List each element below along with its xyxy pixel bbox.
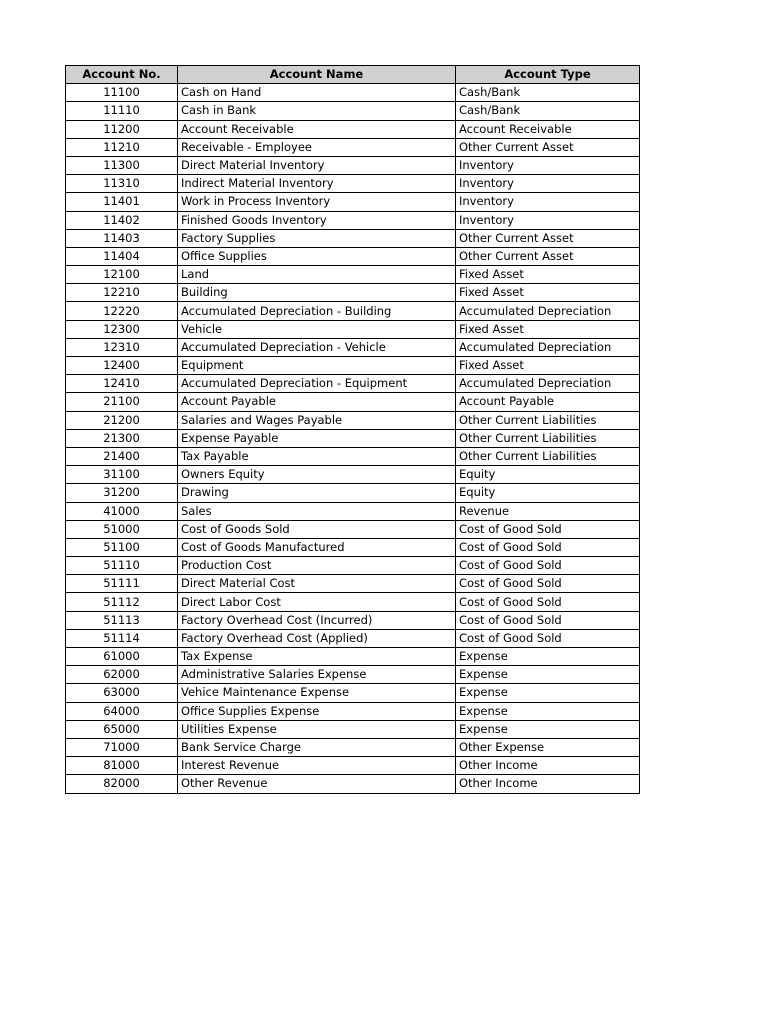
account-type-cell: Cost of Good Sold — [456, 593, 640, 611]
account-name-cell: Direct Material Inventory — [178, 156, 456, 174]
account-name-cell: Equipment — [178, 357, 456, 375]
account-type-cell: Fixed Asset — [456, 320, 640, 338]
table-row — [66, 320, 640, 338]
account-name-cell: Indirect Material Inventory — [178, 175, 456, 193]
account-type-cell: Fixed Asset — [456, 357, 640, 375]
account-name-cell: Office Supplies — [178, 247, 456, 265]
account-type-cell: Cost of Good Sold — [456, 575, 640, 593]
account-no-cell: 51113 — [66, 611, 178, 629]
account-name-cell: Interest Revenue — [178, 757, 456, 775]
account-name-cell: Owners Equity — [178, 466, 456, 484]
account-type-cell: Other Current Asset — [456, 229, 640, 247]
account-type-cell: Other Income — [456, 775, 640, 793]
table-row — [66, 211, 640, 229]
account-no-cell: 51110 — [66, 557, 178, 575]
account-name-cell: Tax Expense — [178, 648, 456, 666]
account-name-cell: Cash in Bank — [178, 102, 456, 120]
table-row — [66, 120, 640, 138]
account-name-cell: Office Supplies Expense — [178, 702, 456, 720]
account-name-cell: Account Payable — [178, 393, 456, 411]
account-no-cell: 11200 — [66, 120, 178, 138]
account-no-cell: 11300 — [66, 156, 178, 174]
account-name-cell: Bank Service Charge — [178, 738, 456, 756]
account-no-cell: 31200 — [66, 484, 178, 502]
account-name-cell: Receivable - Employee — [178, 138, 456, 156]
table-row — [66, 702, 640, 720]
account-name-cell: Cost of Goods Sold — [178, 520, 456, 538]
account-name-cell: Utilities Expense — [178, 720, 456, 738]
account-name-cell: Expense Payable — [178, 429, 456, 447]
account-no-cell: 11402 — [66, 211, 178, 229]
table-row — [66, 411, 640, 429]
account-no-cell: 51100 — [66, 538, 178, 556]
account-no-cell: 11210 — [66, 138, 178, 156]
account-name-cell: Finished Goods Inventory — [178, 211, 456, 229]
account-name-cell: Cash on Hand — [178, 84, 456, 102]
account-type-cell: Expense — [456, 684, 640, 702]
table-row — [66, 666, 640, 684]
account-type-cell: Fixed Asset — [456, 266, 640, 284]
account-no-cell: 12310 — [66, 338, 178, 356]
table-row — [66, 684, 640, 702]
account-no-cell: 12210 — [66, 284, 178, 302]
table-row — [66, 466, 640, 484]
account-type-cell: Other Expense — [456, 738, 640, 756]
table-row — [66, 720, 640, 738]
account-no-cell: 12220 — [66, 302, 178, 320]
account-type-cell: Expense — [456, 648, 640, 666]
account-no-cell: 12300 — [66, 320, 178, 338]
table-row — [66, 429, 640, 447]
account-no-cell: 71000 — [66, 738, 178, 756]
table-row — [66, 447, 640, 465]
table-row — [66, 393, 640, 411]
account-no-cell: 11110 — [66, 102, 178, 120]
account-name-cell: Factory Overhead Cost (Incurred) — [178, 611, 456, 629]
table-row — [66, 611, 640, 629]
account-no-cell: 81000 — [66, 757, 178, 775]
account-no-cell: 82000 — [66, 775, 178, 793]
account-type-cell: Other Current Asset — [456, 138, 640, 156]
account-type-cell: Other Current Liabilities — [456, 429, 640, 447]
account-no-cell: 12400 — [66, 357, 178, 375]
account-type-cell: Expense — [456, 702, 640, 720]
account-name-cell: Accumulated Depreciation - Building — [178, 302, 456, 320]
account-no-cell: 11403 — [66, 229, 178, 247]
table-row — [66, 484, 640, 502]
account-name-cell: Cost of Goods Manufactured — [178, 538, 456, 556]
header-account-name: Account Name — [178, 66, 456, 84]
account-name-cell: Sales — [178, 502, 456, 520]
table-row — [66, 156, 640, 174]
account-type-cell: Fixed Asset — [456, 284, 640, 302]
account-no-cell: 63000 — [66, 684, 178, 702]
table-row — [66, 557, 640, 575]
account-no-cell: 21100 — [66, 393, 178, 411]
table-row — [66, 247, 640, 265]
account-name-cell: Building — [178, 284, 456, 302]
table-row — [66, 538, 640, 556]
account-no-cell: 31100 — [66, 466, 178, 484]
account-type-cell: Cost of Good Sold — [456, 611, 640, 629]
table-row — [66, 193, 640, 211]
account-type-cell: Equity — [456, 466, 640, 484]
account-type-cell: Inventory — [456, 175, 640, 193]
account-type-cell: Cost of Good Sold — [456, 538, 640, 556]
table-row — [66, 266, 640, 284]
table-row — [66, 775, 640, 793]
account-name-cell: Vehicle — [178, 320, 456, 338]
account-name-cell: Accumulated Depreciation - Equipment — [178, 375, 456, 393]
account-no-cell: 21300 — [66, 429, 178, 447]
account-name-cell: Direct Labor Cost — [178, 593, 456, 611]
account-name-cell: Factory Overhead Cost (Applied) — [178, 629, 456, 647]
account-type-cell: Account Payable — [456, 393, 640, 411]
table-row — [66, 102, 640, 120]
table-row — [66, 738, 640, 756]
account-type-cell: Cost of Good Sold — [456, 557, 640, 575]
account-type-cell: Cash/Bank — [456, 84, 640, 102]
account-type-cell: Equity — [456, 484, 640, 502]
table-row — [66, 84, 640, 102]
chart-of-accounts-table — [65, 65, 640, 794]
account-name-cell: Other Revenue — [178, 775, 456, 793]
account-no-cell: 21400 — [66, 447, 178, 465]
account-type-cell: Accumulated Depreciation — [456, 302, 640, 320]
account-no-cell: 62000 — [66, 666, 178, 684]
account-no-cell: 51112 — [66, 593, 178, 611]
account-type-cell: Inventory — [456, 211, 640, 229]
table-header-row — [66, 66, 640, 84]
account-type-cell: Cost of Good Sold — [456, 629, 640, 647]
account-type-cell: Expense — [456, 720, 640, 738]
account-name-cell: Land — [178, 266, 456, 284]
table-row — [66, 520, 640, 538]
account-no-cell: 51114 — [66, 629, 178, 647]
account-name-cell: Accumulated Depreciation - Vehicle — [178, 338, 456, 356]
table-row — [66, 648, 640, 666]
account-type-cell: Other Income — [456, 757, 640, 775]
table-row — [66, 138, 640, 156]
account-type-cell: Accumulated Depreciation — [456, 338, 640, 356]
table-row — [66, 629, 640, 647]
account-no-cell: 65000 — [66, 720, 178, 738]
table-row — [66, 302, 640, 320]
table-row — [66, 175, 640, 193]
account-type-cell: Other Current Liabilities — [456, 447, 640, 465]
table-row — [66, 357, 640, 375]
account-no-cell: 12410 — [66, 375, 178, 393]
header-account-no: Account No. — [66, 66, 178, 84]
account-type-cell: Inventory — [456, 156, 640, 174]
account-type-cell: Expense — [456, 666, 640, 684]
table-row — [66, 593, 640, 611]
account-type-cell: Cost of Good Sold — [456, 520, 640, 538]
account-name-cell: Administrative Salaries Expense — [178, 666, 456, 684]
account-name-cell: Vehice Maintenance Expense — [178, 684, 456, 702]
account-name-cell: Salaries and Wages Payable — [178, 411, 456, 429]
account-name-cell: Production Cost — [178, 557, 456, 575]
account-no-cell: 21200 — [66, 411, 178, 429]
account-no-cell: 64000 — [66, 702, 178, 720]
account-type-cell: Revenue — [456, 502, 640, 520]
account-name-cell: Direct Material Cost — [178, 575, 456, 593]
account-type-cell: Inventory — [456, 193, 640, 211]
account-no-cell: 51000 — [66, 520, 178, 538]
account-no-cell: 11401 — [66, 193, 178, 211]
account-name-cell: Tax Payable — [178, 447, 456, 465]
table-body — [66, 84, 640, 793]
account-name-cell: Account Receivable — [178, 120, 456, 138]
account-name-cell: Drawing — [178, 484, 456, 502]
table-row — [66, 502, 640, 520]
header-account-type: Account Type — [456, 66, 640, 84]
account-no-cell: 11310 — [66, 175, 178, 193]
table-row — [66, 757, 640, 775]
account-type-cell: Cash/Bank — [456, 102, 640, 120]
account-no-cell: 51111 — [66, 575, 178, 593]
table-row — [66, 575, 640, 593]
table-row — [66, 229, 640, 247]
account-no-cell: 41000 — [66, 502, 178, 520]
account-name-cell: Work in Process Inventory — [178, 193, 456, 211]
chart-of-accounts-sheet — [65, 65, 639, 794]
account-type-cell: Other Current Asset — [456, 247, 640, 265]
account-type-cell: Accumulated Depreciation — [456, 375, 640, 393]
account-no-cell: 61000 — [66, 648, 178, 666]
table-row — [66, 375, 640, 393]
account-no-cell: 12100 — [66, 266, 178, 284]
account-name-cell: Factory Supplies — [178, 229, 456, 247]
table-row — [66, 284, 640, 302]
account-type-cell: Other Current Liabilities — [456, 411, 640, 429]
table-row — [66, 338, 640, 356]
account-no-cell: 11100 — [66, 84, 178, 102]
account-type-cell: Account Receivable — [456, 120, 640, 138]
account-no-cell: 11404 — [66, 247, 178, 265]
